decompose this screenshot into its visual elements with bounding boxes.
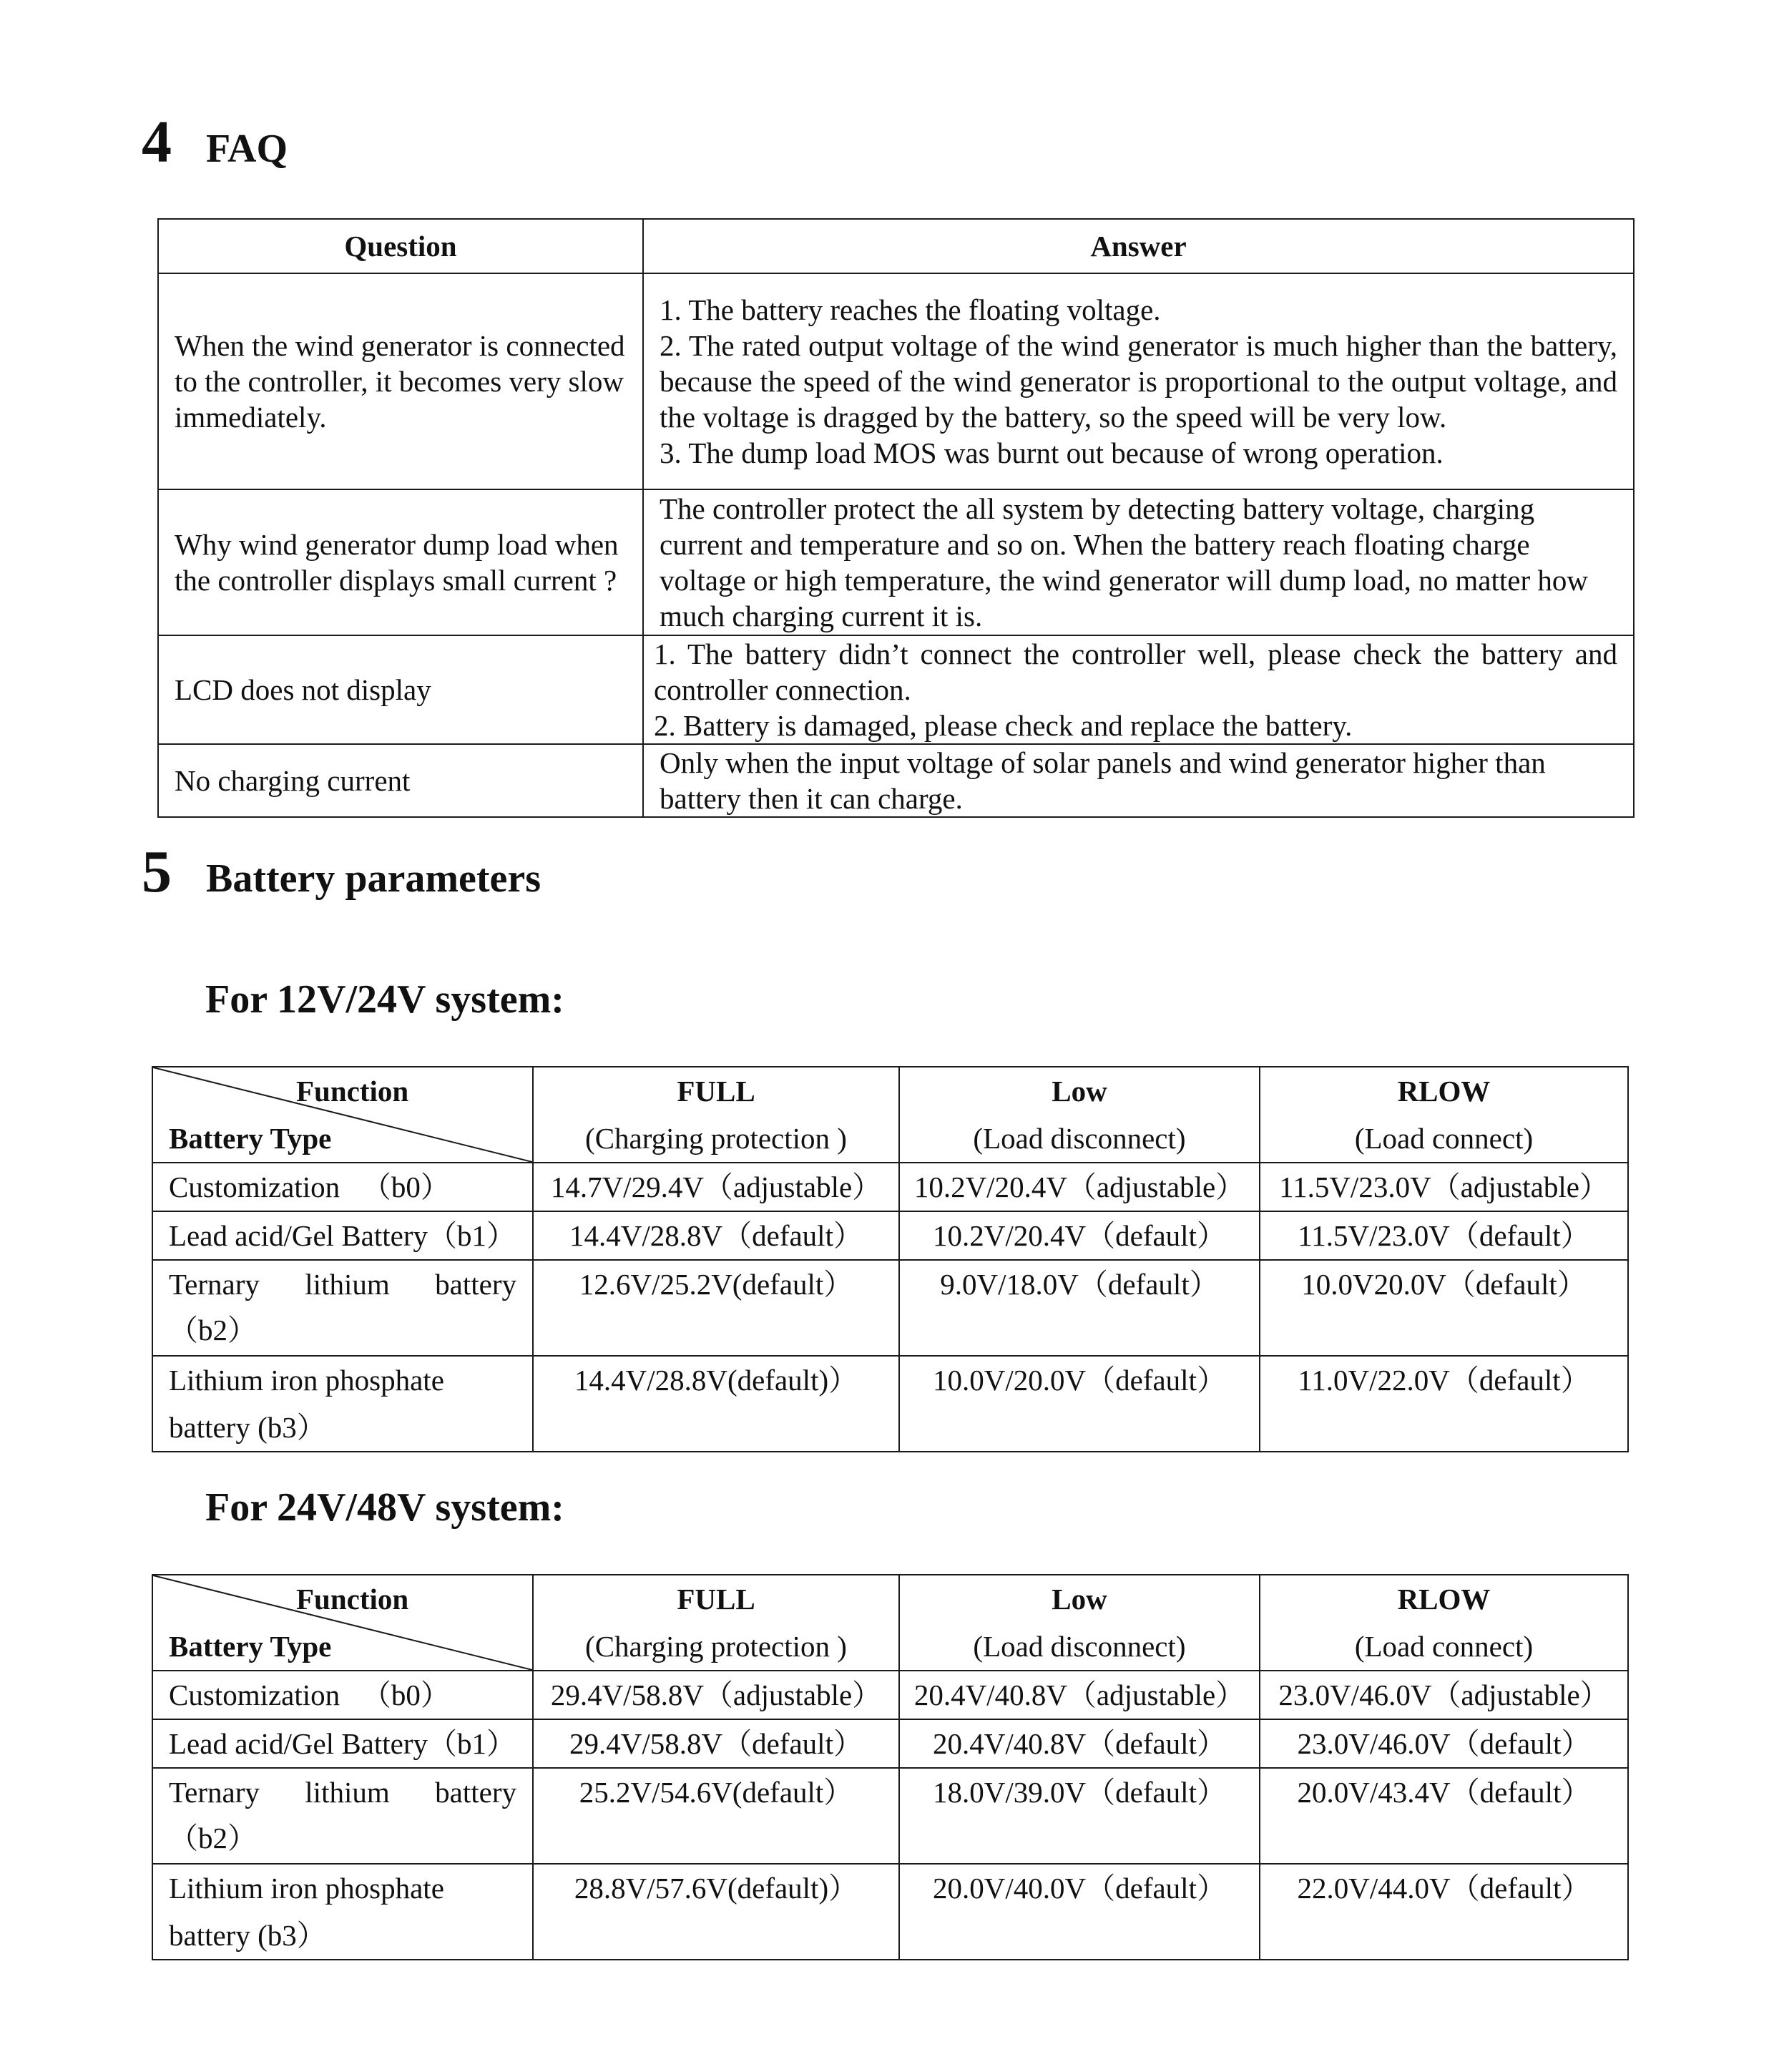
- low-value: 10.0V/20.0V（default）: [899, 1356, 1260, 1452]
- battery-type-label: Battery Type: [169, 1630, 332, 1663]
- section-number: 5: [142, 839, 172, 905]
- faq-answer: [643, 635, 1634, 744]
- battery-row: [152, 1864, 1628, 1960]
- battery-type-cell: [152, 1163, 533, 1211]
- rlow-value: 23.0V/46.0V（default）: [1260, 1719, 1628, 1768]
- full-label: FULL: [677, 1583, 755, 1616]
- battery-table-12-24: [152, 1066, 1629, 1452]
- battery-type-word: Ternary: [169, 1268, 260, 1301]
- function-label: Function: [296, 1075, 409, 1108]
- faq-row: [158, 744, 1634, 817]
- low-header: [899, 1575, 1260, 1671]
- low-value: 10.2V/20.4V（adjustable）: [899, 1163, 1260, 1211]
- battery-header-row: [152, 1575, 1628, 1671]
- rlow-label: RLOW: [1397, 1583, 1491, 1616]
- battery-type-name: Lead acid/Gel Battery（b1）: [169, 1727, 516, 1760]
- low-value: 20.4V/40.8V（adjustable）: [899, 1671, 1260, 1719]
- low-value: 20.0V/40.0V（default）: [899, 1864, 1260, 1960]
- battery-table-24-48: [152, 1574, 1629, 1960]
- full-value: 12.6V/25.2V(default）: [533, 1260, 899, 1356]
- battery-row: [152, 1719, 1628, 1768]
- answer-line: The controller protect the all system by detecting battery voltage, charging current and temperature and so on. When the battery reach floating charge voltage or high temperature, the wind generator will dump load, no matter how much charging current it is.: [660, 492, 1588, 632]
- low-value: 18.0V/39.0V（default）: [899, 1768, 1260, 1864]
- full-label: FULL: [677, 1075, 755, 1108]
- system-24-48-title: For 24V/48V system:: [205, 1485, 564, 1530]
- battery-type-word: battery: [435, 1776, 516, 1809]
- full-header: [533, 1067, 899, 1163]
- faq-answer: [643, 744, 1634, 817]
- battery-type-cell: [152, 1211, 533, 1260]
- battery-type-name: Lithium iron phosphate: [169, 1872, 444, 1905]
- answer-line: 2. Battery is damaged, please check and replace the battery.: [654, 709, 1353, 742]
- battery-type-name: Lithium iron phosphate: [169, 1364, 444, 1397]
- answer-line: 1. The battery didn’t connect the controller well, please check the battery and controller connection.: [654, 637, 1617, 706]
- faq-header-row: [158, 219, 1634, 273]
- low-value: 20.4V/40.8V（default）: [899, 1719, 1260, 1768]
- low-sublabel: (Load disconnect): [973, 1630, 1186, 1663]
- battery-row: [152, 1163, 1628, 1211]
- low-value: 9.0V/18.0V（default）: [899, 1260, 1260, 1356]
- full-value: 14.4V/28.8V(default)）: [533, 1356, 899, 1452]
- battery-type-name: [169, 1261, 532, 1308]
- faq-question: LCD does not display: [158, 635, 643, 744]
- full-value: 29.4V/58.8V（adjustable）: [533, 1671, 899, 1719]
- answer-line: 1. The battery reaches the floating voltage.: [660, 293, 1161, 326]
- battery-type-cell: [152, 1864, 533, 1960]
- system-12-24-title: For 12V/24V system:: [205, 977, 564, 1022]
- battery-type-cell: [152, 1356, 533, 1452]
- battery-type-word: Ternary: [169, 1776, 260, 1809]
- battery-type-code: battery (b3）: [169, 1411, 326, 1444]
- full-value: 28.8V/57.6V(default)）: [533, 1864, 899, 1960]
- section-4-heading: [142, 107, 288, 177]
- battery-type-code: （b2）: [169, 1314, 257, 1347]
- full-value: 14.4V/28.8V（default）: [533, 1211, 899, 1260]
- battery-row: [152, 1671, 1628, 1719]
- low-label: Low: [1052, 1583, 1107, 1616]
- full-sublabel: (Charging protection ): [585, 1122, 847, 1155]
- answer-line: Only when the input voltage of solar panels and wind generator higher than battery then it can charge.: [660, 746, 1546, 815]
- rlow-label: RLOW: [1397, 1075, 1491, 1108]
- battery-type-word: lithium: [305, 1776, 390, 1809]
- full-value: 25.2V/54.6V(default）: [533, 1768, 899, 1864]
- battery-row: [152, 1768, 1628, 1864]
- low-label: Low: [1052, 1075, 1107, 1108]
- section-title: FAQ: [206, 127, 288, 171]
- question-header: Question: [158, 219, 643, 273]
- battery-header-row: [152, 1067, 1628, 1163]
- battery-row: [152, 1260, 1628, 1356]
- rlow-value: 11.0V/22.0V（default）: [1260, 1356, 1628, 1452]
- rlow-header: [1260, 1067, 1628, 1163]
- rlow-sublabel: (Load connect): [1354, 1122, 1534, 1155]
- rlow-sublabel: (Load connect): [1354, 1630, 1534, 1663]
- battery-row: [152, 1211, 1628, 1260]
- section-5-heading: [142, 837, 541, 906]
- diagonal-header-cell: [152, 1575, 533, 1671]
- battery-type-name: Lead acid/Gel Battery（b1）: [169, 1219, 516, 1252]
- faq-row: [158, 635, 1634, 744]
- section-title: Battery parameters: [206, 856, 541, 901]
- rlow-value: 11.5V/23.0V（adjustable）: [1260, 1163, 1628, 1211]
- full-sublabel: (Charging protection ): [585, 1630, 847, 1663]
- function-label: Function: [296, 1583, 409, 1616]
- faq-question: Why wind generator dump load when the controller displays small current ?: [158, 489, 643, 635]
- faq-answer: [643, 489, 1634, 635]
- faq-question: No charging current: [158, 744, 643, 817]
- rlow-value: 22.0V/44.0V（default）: [1260, 1864, 1628, 1960]
- rlow-value: 23.0V/46.0V（adjustable）: [1260, 1671, 1628, 1719]
- battery-type-code: battery (b3）: [169, 1919, 326, 1952]
- rlow-value: 20.0V/43.4V（default）: [1260, 1768, 1628, 1864]
- low-value: 10.2V/20.4V（default）: [899, 1211, 1260, 1260]
- rlow-value: 11.5V/23.0V（default）: [1260, 1211, 1628, 1260]
- battery-type-cell: [152, 1671, 533, 1719]
- battery-type-code: （b2）: [169, 1822, 257, 1854]
- battery-type-word: lithium: [305, 1268, 390, 1301]
- full-value: 29.4V/58.8V（default）: [533, 1719, 899, 1768]
- battery-type-cell: [152, 1719, 533, 1768]
- full-header: [533, 1575, 899, 1671]
- faq-question: When the wind generator is connected to the controller, it becomes very slow immediately.: [158, 273, 643, 489]
- battery-type-code: （b0）: [361, 1171, 450, 1203]
- battery-type-name: Customization: [169, 1678, 340, 1711]
- diagonal-header-cell: [152, 1067, 533, 1163]
- battery-type-label: Battery Type: [169, 1122, 332, 1155]
- battery-type-cell: [152, 1768, 533, 1864]
- faq-row: [158, 489, 1634, 635]
- faq-answer: [643, 273, 1634, 489]
- battery-type-word: battery: [435, 1268, 516, 1301]
- battery-row: [152, 1356, 1628, 1452]
- full-value: 14.7V/29.4V（adjustable）: [533, 1163, 899, 1211]
- battery-type-name: [169, 1769, 532, 1816]
- rlow-value: 10.0V20.0V（default）: [1260, 1260, 1628, 1356]
- low-sublabel: (Load disconnect): [973, 1122, 1186, 1155]
- answer-line: 3. The dump load MOS was burnt out because of wrong operation.: [660, 436, 1444, 469]
- battery-type-name: Customization: [169, 1171, 340, 1203]
- battery-type-cell: [152, 1260, 533, 1356]
- rlow-header: [1260, 1575, 1628, 1671]
- low-header: [899, 1067, 1260, 1163]
- answer-line: 2. The rated output voltage of the wind generator is much higher than the battery, because the speed of the wind generator is proportional to the output voltage, and the voltage is dragged by the battery, so the speed will be very low.: [660, 329, 1617, 434]
- section-number: 4: [142, 109, 172, 175]
- faq-table: [157, 218, 1635, 818]
- faq-row: [158, 273, 1634, 489]
- battery-type-code: （b0）: [361, 1678, 450, 1711]
- answer-header: Answer: [643, 219, 1634, 273]
